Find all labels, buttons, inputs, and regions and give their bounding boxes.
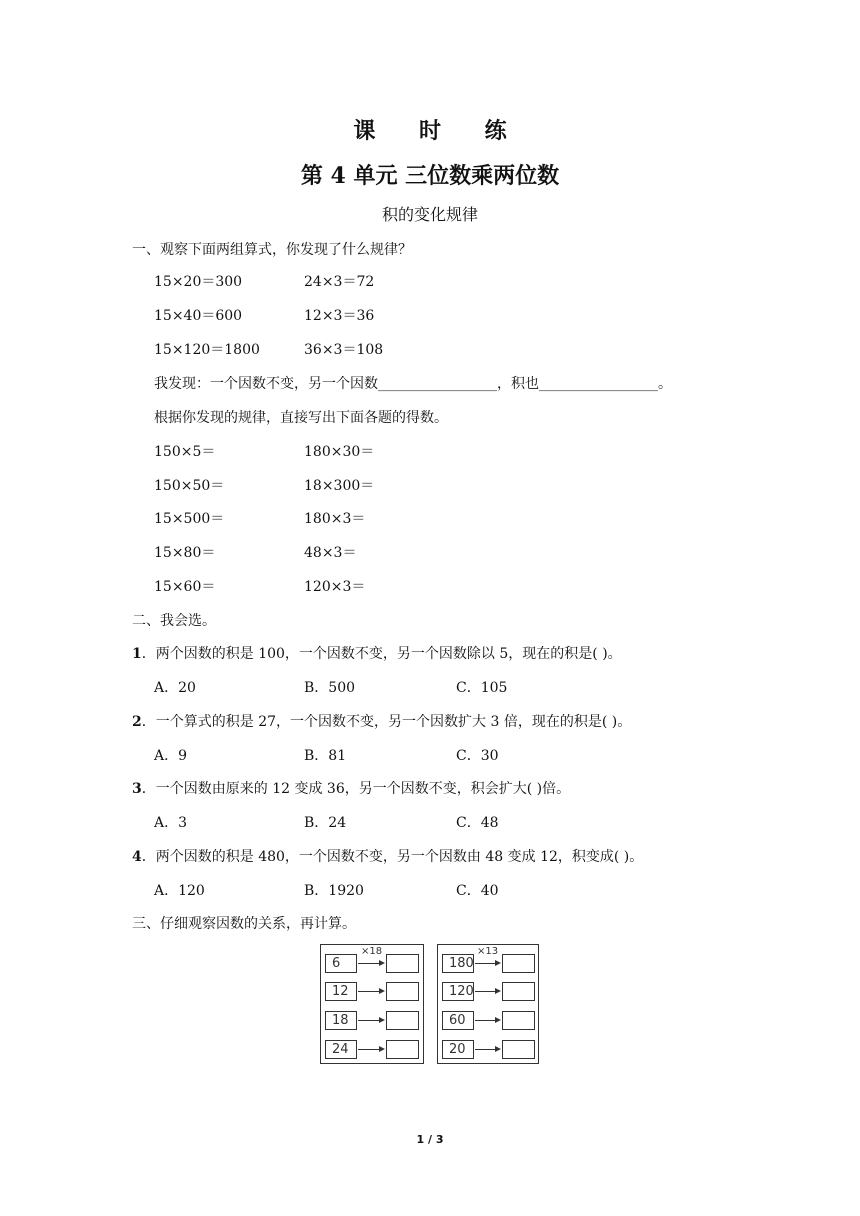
problem-left-2: 150×50＝ — [154, 478, 225, 494]
input-box-3: 18 — [325, 1011, 357, 1030]
question-2 — [132, 711, 631, 731]
option-c[interactable]: C．40 — [456, 883, 499, 899]
arrow-icon — [358, 1049, 383, 1050]
lesson-title: 积的变化规律 — [381, 205, 478, 224]
discovery-middle: ，积也 — [497, 376, 539, 392]
equation-right-1: 24×3＝72 — [304, 274, 375, 290]
question-3 — [132, 778, 570, 798]
input-box-1: 180 — [442, 954, 474, 973]
problem-left-1: 150×5＝ — [154, 444, 216, 460]
question-text: ．两个因数的积是 100，一个因数不变，另一个因数除以 5，现在的积是( )。 — [141, 646, 622, 662]
question-text: ．一个算式的积是 27，一个因数不变，另一个因数扩大 3 倍，现在的积是( )。 — [141, 714, 632, 730]
problem-left-5: 15×60＝ — [154, 579, 216, 595]
question-number: 1 — [132, 646, 142, 662]
option-b[interactable]: B．24 — [304, 815, 347, 831]
option-c[interactable]: C．30 — [456, 748, 499, 764]
discovery-blank-1[interactable]: _________________ — [378, 376, 497, 392]
question-text: ．两个因数的积是 480，一个因数不变，另一个因数由 48 变成 12，积变成( )。 — [141, 849, 644, 865]
question-4 — [132, 846, 643, 866]
answer-box-4[interactable] — [386, 1040, 419, 1059]
arrow-icon — [358, 963, 383, 964]
equation-right-3: 36×3＝108 — [304, 342, 384, 358]
problem-left-4: 15×80＝ — [154, 545, 216, 561]
problem-right-1: 180×30＝ — [304, 444, 375, 460]
page-number: 1 / 3 — [416, 1133, 444, 1146]
answer-box-3[interactable] — [502, 1011, 535, 1030]
option-b[interactable]: B．81 — [304, 748, 347, 764]
input-box-4: 24 — [325, 1040, 357, 1059]
section1-heading: 一、观察下面两组算式，你发现了什么规律？ — [132, 242, 412, 258]
equation-right-2: 12×3＝36 — [304, 308, 375, 324]
answer-box-4[interactable] — [502, 1040, 535, 1059]
discovery-prefix: 我发现：一个因数不变，另一个因数 — [154, 376, 378, 392]
option-a[interactable]: A．120 — [154, 883, 205, 899]
unit-title: 第 4 单元 三位数乘两位数 — [300, 163, 560, 189]
problem-right-2: 18×300＝ — [304, 478, 375, 494]
arrow-icon — [475, 963, 499, 964]
section1-instruction: 根据你发现的规律，直接写出下面各题的得数。 — [154, 410, 448, 426]
problem-right-4: 48×3＝ — [304, 545, 357, 561]
section3-heading: 三、仔细观察因数的关系，再计算。 — [132, 916, 356, 932]
answer-box-2[interactable] — [386, 982, 419, 1001]
problem-right-3: 180×3＝ — [304, 511, 366, 527]
question-number: 3 — [132, 781, 142, 797]
arrow-icon — [475, 1020, 499, 1021]
option-a[interactable]: A．20 — [154, 680, 196, 696]
arrow-icon — [475, 991, 499, 992]
input-box-2: 12 — [325, 982, 357, 1001]
answer-box-2[interactable] — [502, 982, 535, 1001]
arrow-icon — [358, 991, 383, 992]
multiplier-label: ×13 — [477, 946, 499, 957]
option-c[interactable]: C．48 — [456, 815, 499, 831]
input-box-4: 20 — [442, 1040, 474, 1059]
option-c[interactable]: C．105 — [456, 680, 508, 696]
option-b[interactable]: B．1920 — [304, 883, 364, 899]
question-number: 2 — [132, 714, 142, 730]
problem-right-5: 120×3＝ — [304, 579, 366, 595]
question-number: 4 — [132, 849, 142, 865]
option-b[interactable]: B．500 — [304, 680, 356, 696]
question-1 — [132, 643, 622, 663]
input-box-2: 120 — [442, 982, 474, 1001]
multiplier-label: ×18 — [361, 946, 383, 957]
discovery-line — [154, 373, 672, 393]
document-title: 课 时 练 — [353, 118, 525, 144]
option-a[interactable]: A．9 — [154, 748, 188, 764]
factor-diagram-1 — [320, 944, 424, 1064]
answer-box-1[interactable] — [502, 954, 535, 973]
question-text: ．一个因数由原来的 12 变成 36，另一个因数不变，积会扩大( )倍。 — [141, 781, 571, 797]
option-a[interactable]: A．3 — [154, 815, 188, 831]
input-box-1: 6 — [325, 954, 357, 973]
equation-left-3: 15×120＝1800 — [154, 342, 260, 358]
answer-box-3[interactable] — [386, 1011, 419, 1030]
answer-box-1[interactable] — [386, 954, 419, 973]
equation-left-1: 15×20＝300 — [154, 274, 243, 290]
equation-left-2: 15×40＝600 — [154, 308, 243, 324]
section2-heading: 二、我会选。 — [132, 613, 216, 629]
discovery-suffix: 。 — [658, 376, 672, 392]
factor-diagram-2 — [437, 944, 539, 1064]
discovery-blank-2[interactable]: _________________ — [539, 376, 658, 392]
input-box-3: 60 — [442, 1011, 474, 1030]
arrow-icon — [358, 1020, 383, 1021]
problem-left-3: 15×500＝ — [154, 511, 225, 527]
arrow-icon — [475, 1049, 499, 1050]
